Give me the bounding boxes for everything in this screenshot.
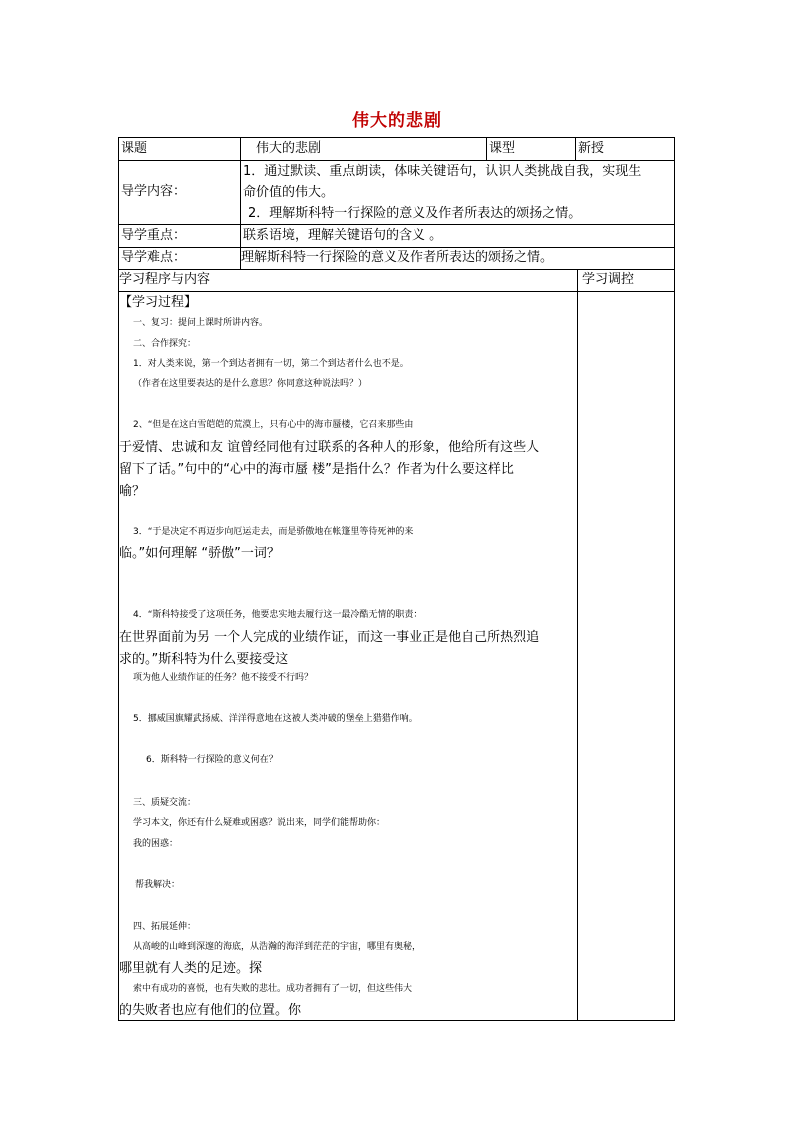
- extend-heading: 四、拓展延伸：: [133, 922, 197, 932]
- question-6: 6．斯科特一行探险的意义何在？: [146, 755, 278, 765]
- lesson-value: 伟大的悲剧: [256, 141, 322, 156]
- question-3: 3．“于是决定不再迈步向厄运走去，而是骄傲地在帐篷里等待死神的来: [133, 527, 414, 537]
- content-line: 1．通过默读、重点朗读，体味关键语句，认识人类挑战自我，实现生: [243, 164, 642, 179]
- question-2: 喻？: [119, 484, 146, 499]
- type-label: 课型: [489, 141, 516, 156]
- control-header: 学习调控: [582, 272, 635, 287]
- my-doubt: 我的困惑：: [133, 839, 179, 849]
- table-rule: [575, 137, 576, 160]
- discuss-heading: 三、质疑交流：: [133, 798, 197, 808]
- focus-label: 导学重点：: [121, 228, 187, 243]
- extend-text: 哪里就有人类的足迹。探: [119, 961, 263, 976]
- difficulty-value: 理解斯科特一行探险的意义及作者所表达的颂扬之情。: [241, 250, 554, 265]
- question-2: 留下了话。”句中的“心中的海市蜃 楼”是指什么？作者为什么要这样比: [119, 462, 514, 477]
- page-title: 伟大的悲剧: [352, 111, 442, 131]
- section-heading: 【学习过程】: [119, 295, 198, 310]
- content-line: 2．理解斯科特一行探险的意义及作者所表达的颂扬之情。: [248, 206, 582, 221]
- question-1: 1．对人类来说，第一个到达者拥有一切，第二个到达者什么也不是。: [133, 359, 409, 369]
- question-2: 于爱情、忠诚和友 谊曾经同他有过联系的各种人的形象，他给所有这些人: [119, 440, 540, 455]
- content-line: 命价值的伟大。: [243, 185, 335, 200]
- procedure-header: 学习程序与内容: [119, 272, 211, 287]
- extend-text: 索中有成功的喜悦，也有失败的悲壮。成功者拥有了一切，但这些伟大: [133, 984, 413, 994]
- question-2: 2、“但是在这白雪皑皑的荒漠上，只有心中的海市蜃楼，它召来那些由: [133, 420, 414, 430]
- question-4: 在世界面前为另 一个人完成的业绩作证，而这一事业正是他自己所热烈追: [119, 630, 540, 645]
- lesson-plan-table: [118, 137, 675, 1021]
- focus-value: 联系语境，理解关键语句的含义 。: [243, 228, 443, 243]
- extend-text: 的失败者也应有他们的位置。你: [119, 1003, 302, 1018]
- question-3: 临。”如何理解 “骄傲”一词？: [119, 546, 280, 561]
- explore-heading: 二、合作探究：: [133, 339, 197, 349]
- review-line: 一、复习：提问上课时所讲内容。: [133, 318, 269, 328]
- help-solve: 帮我解决：: [135, 880, 181, 890]
- table-rule: [674, 137, 675, 1021]
- content-label: 导学内容：: [121, 184, 187, 199]
- question-4: 4．“斯科特接受了这项任务，他要忠实地去履行这一最冷酷无情的职责：: [133, 610, 423, 620]
- question-1: （作者在这里要表达的是什么意思？你同意这种说法吗？）: [133, 379, 368, 389]
- difficulty-label: 导学难点：: [121, 250, 187, 265]
- question-4: 项为他人业绩作证的任务？他不接受不行吗？: [133, 673, 314, 683]
- discuss-prompt: 学习本文，你还有什么疑难或困惑？说出来，同学们能帮助你：: [133, 818, 386, 828]
- question-4: 求的。”斯科特为什么要接受这: [119, 652, 289, 667]
- lesson-label: 课题: [121, 141, 148, 156]
- extend-text: 从高峻的山峰到深邃的海底，从浩瀚的海洋到茫茫的宇宙，哪里有奥秘，: [133, 942, 422, 952]
- table-rule: [486, 137, 487, 160]
- question-5: 5．挪威国旗耀武扬威、洋洋得意地在这被人类冲破的堡垒上猎猎作响。: [133, 714, 418, 724]
- type-value: 新授: [578, 141, 605, 156]
